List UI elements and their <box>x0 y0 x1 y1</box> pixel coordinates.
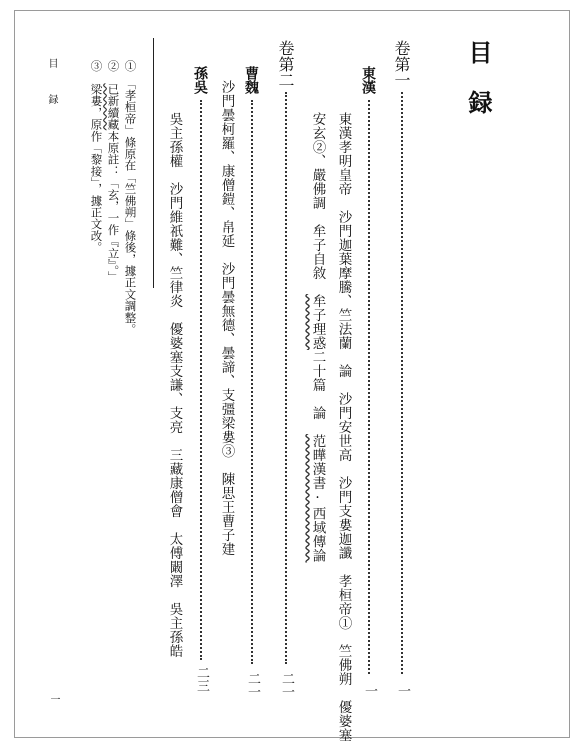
caowei-page: 二一 <box>245 672 260 698</box>
sunwu-leader <box>200 100 202 660</box>
caowei-entry-line: 沙門曇柯羅、康僧鎧、帛延 沙門曇無德、曇諦、支彊梁婁③ 陳思王曹子建 <box>218 80 235 556</box>
chapter-2-leader <box>285 92 287 664</box>
chapter-2-page: 二一 <box>279 672 294 698</box>
footnote-2-marker: ② <box>106 60 121 84</box>
book-title-mouzi: 牟子理惑 <box>309 294 326 350</box>
chapter-1-page: 一 <box>395 684 410 697</box>
footnote-2-source: 已新續藏 <box>106 83 121 131</box>
chapter-1-leader <box>401 92 403 674</box>
running-head: 目 録 <box>46 58 57 112</box>
dynasty-donghan: 東漢 <box>360 66 376 94</box>
donghan-page: 一 <box>362 684 377 697</box>
dynasty-sunwu: 孫吳 <box>192 66 208 94</box>
page-title: 目録 <box>464 40 493 140</box>
donghan-entry-line-2a: 安玄②、嚴佛調 牟子自敘 <box>309 112 326 294</box>
donghan-entry-line-2 <box>310 112 324 563</box>
donghan-entry-line-2c: 二十篇 論 <box>309 350 326 434</box>
donghan-leader <box>368 100 370 674</box>
footnote-3: ③ 梁婁，原作「黎接」，據正文改。 <box>89 60 104 254</box>
chapter-2-label: 卷第二 <box>276 40 295 88</box>
chapter-1-label: 卷第一 <box>392 40 411 88</box>
footnote-2-text: 本原註：「玄，一作『立』。」 <box>106 130 121 283</box>
book-title-fanye: 范曄漢書·西域傳論 <box>309 434 326 563</box>
footnote-rule <box>153 38 154 288</box>
footnote-2 <box>107 60 119 283</box>
running-page-number: 一 <box>48 694 59 704</box>
sunwu-entry-line: 吳主孫權 沙門維祇難、竺律炎 優婆塞支謙、支亮 三藏康僧會 太傅闞澤 吳主孫皓 <box>166 112 183 658</box>
sunwu-page: 二三 <box>194 666 209 692</box>
caowei-leader <box>251 100 253 664</box>
footnote-1: ① 「孝桓帝」條原在「竺佛朔」條後，據正文調整。 <box>123 60 138 336</box>
dynasty-caowei: 曹魏 <box>243 66 259 94</box>
donghan-entry-line-1: 東漢孝明皇帝 沙門迦葉摩騰、竺法蘭 論 沙門安世高 沙門支婁迦讖 孝桓帝① 竺佛朔 優婆塞 <box>335 112 352 742</box>
